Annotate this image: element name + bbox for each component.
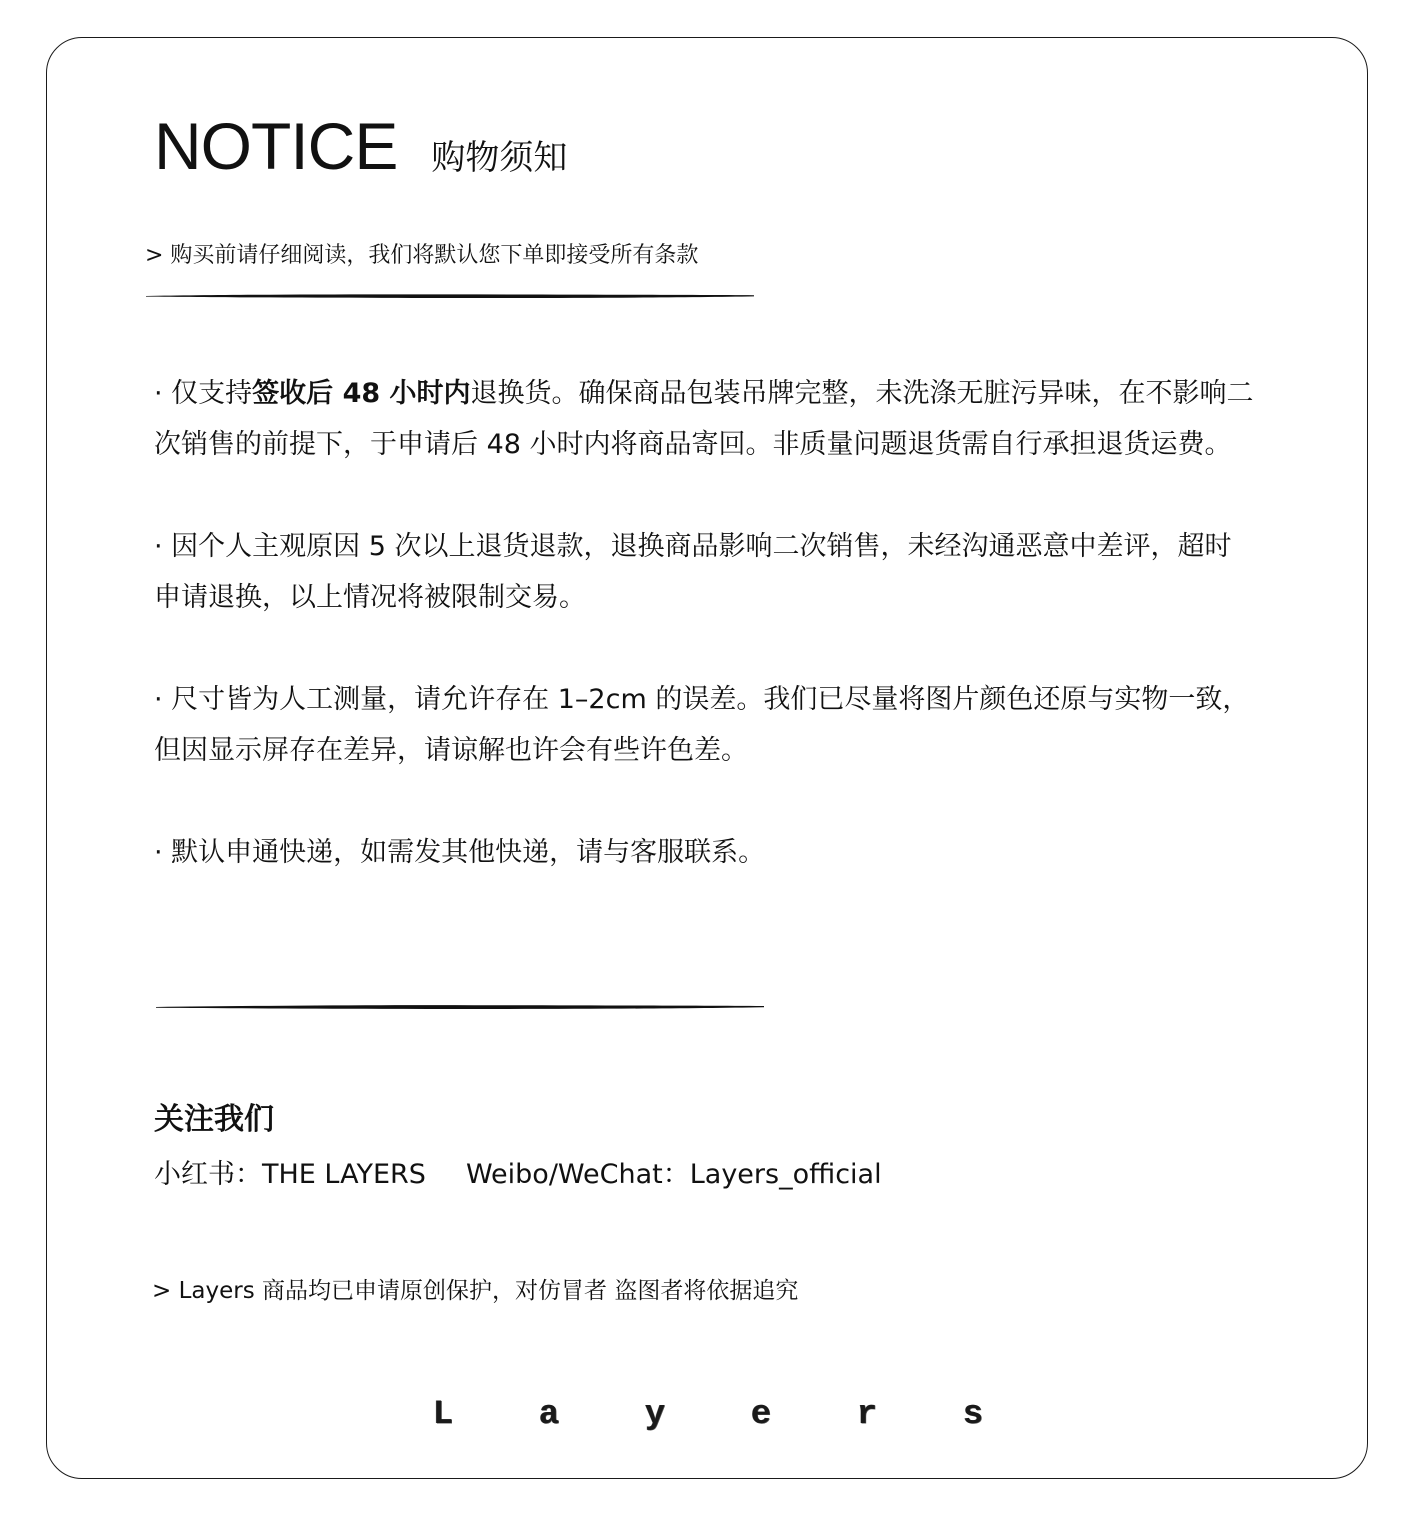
notice-item-suffix: 退换货。确保商品包装吊牌完整，未洗涤无脏污异味，在不影响二次销售的前提下，于申请后 48 小时内将商品寄回。非质量问题退货需自行承担退货运费。 [154, 378, 1254, 460]
intro-text: > 购买前请仔细阅读，我们将默认您下单即接受所有条款 [145, 243, 699, 268]
notice-item-highlight: 签收后 48 小时内 [252, 378, 471, 409]
logo-letter: e [750, 1396, 772, 1434]
page-subtitle: 购物须知 [431, 138, 568, 178]
notice-item-return-policy [154, 368, 1254, 470]
brush-divider-bottom [154, 1001, 766, 1013]
notice-item-shipping: · 默认申通快递，如需发其他快递，请与客服联系。 [154, 837, 766, 868]
brush-divider-top [144, 290, 756, 302]
logo-letter: r [856, 1396, 878, 1434]
copyright-notice: > Layers 商品均已申请原创保护，对仿冒者 盗图者将依据追究 [152, 1278, 799, 1304]
page-title: NOTICE [154, 109, 398, 183]
notice-item-restriction: · 因个人主观原因 5 次以上退货退款，退换商品影响二次销售，未经沟通恶意中差评，超时申请退换，以上情况将被限制交易。 [154, 531, 1232, 613]
weibo-wechat-account: Weibo/WeChat：Layers_official [465, 1159, 882, 1190]
notice-list [154, 368, 1254, 929]
logo-letter: a [538, 1396, 560, 1434]
social-accounts [154, 1152, 882, 1191]
logo-letter: y [644, 1396, 666, 1434]
layers-logo [428, 1396, 988, 1434]
logo-letter: s [962, 1396, 984, 1434]
xiaohongshu-account: 小红书：THE LAYERS [154, 1159, 426, 1190]
follow-us-title: 关注我们 [154, 1102, 274, 1137]
title-row [154, 108, 567, 184]
logo-letter: L [432, 1396, 454, 1434]
notice-item-measurement: · 尺寸皆为人工测量，请允许存在 1–2cm 的误差。我们已尽量将图片颜色还原与实物一致，但因显示屏存在差异，请谅解也许会有些许色差。 [154, 684, 1250, 766]
notice-item-prefix: · 仅支持 [154, 378, 253, 409]
